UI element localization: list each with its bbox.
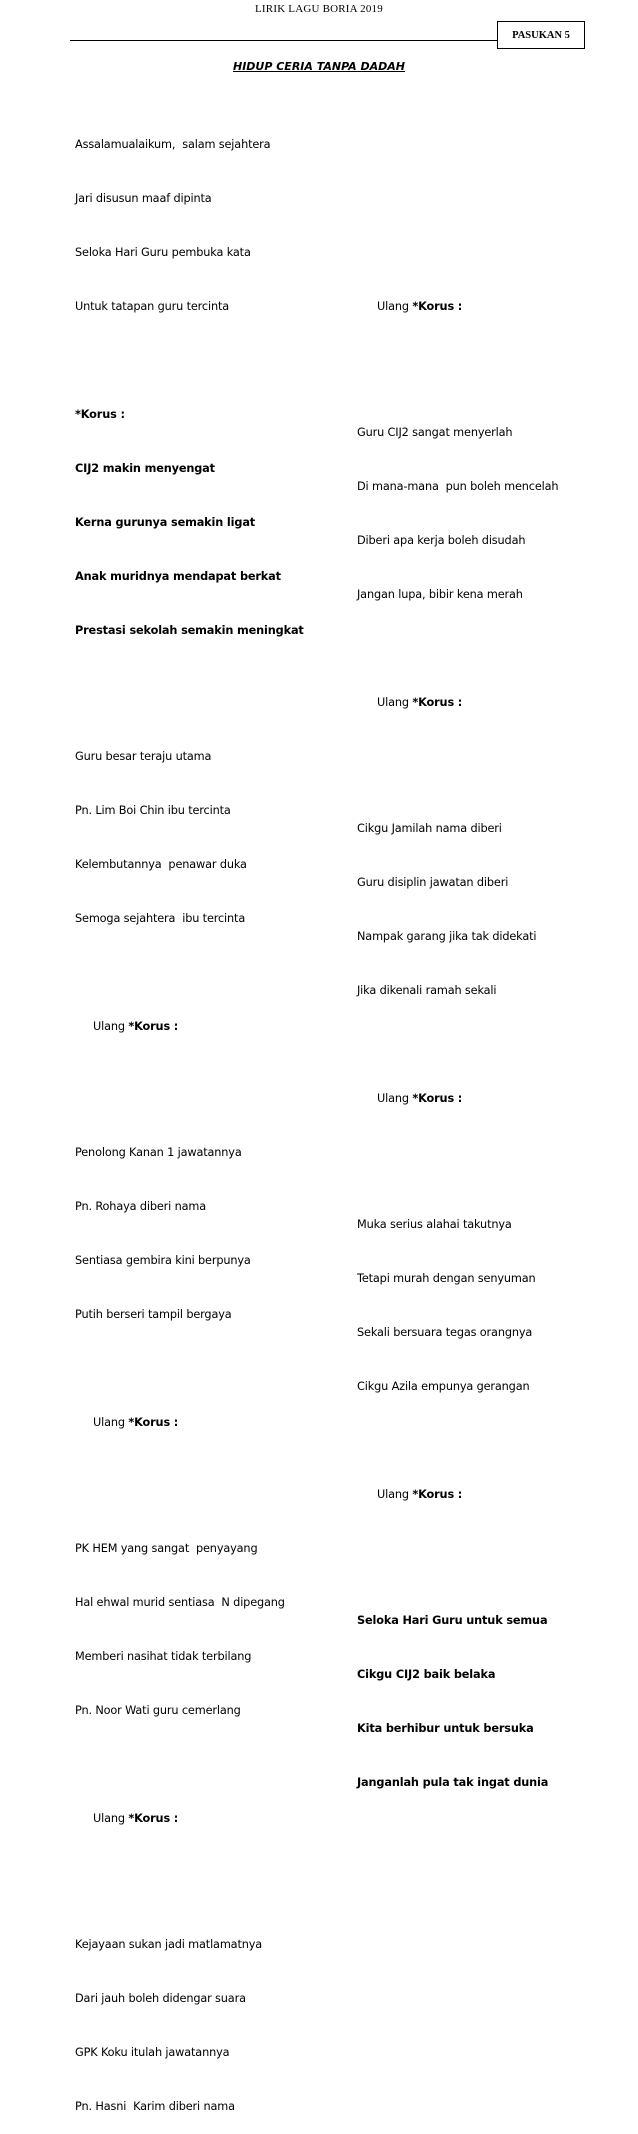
repeat-chorus-label: *Korus :	[128, 1020, 179, 1033]
verse-line: Hal ehwal murid sentiasa N dipegang	[75, 1596, 285, 1609]
chorus-line: Prestasi sekolah semakin meningkat	[75, 624, 304, 637]
spacer	[357, 1432, 558, 1450]
document-header: LIRIK LAGU BORIA 2019	[255, 3, 383, 15]
spacer	[75, 1072, 304, 1090]
verse-line: Pn. Hasni Karim diberi nama	[75, 2100, 235, 2113]
spacer	[357, 352, 558, 370]
repeat-chorus-label: *Korus :	[128, 1416, 179, 1429]
repeat-prefix: Ulang	[93, 1020, 129, 1033]
repeat-chorus	[357, 298, 558, 316]
verse-line: Di mana-mana pun boleh mencelah	[357, 480, 559, 493]
spacer	[75, 964, 304, 982]
chorus-line: CIJ2 makin menyengat	[75, 462, 215, 475]
repeat-prefix: Ulang	[377, 300, 413, 313]
verse-line: Kita berhibur untuk bersuka	[357, 1722, 534, 1735]
verse-line: Cikgu Jamilah nama diberi	[357, 822, 502, 835]
verse-line: Kelembutannya penawar duka	[75, 858, 247, 871]
chorus-line: Kerna gurunya semakin ligat	[75, 516, 256, 529]
verse-line: Tetapi murah dengan senyuman	[357, 1272, 536, 1285]
repeat-chorus-label: *Korus :	[412, 1092, 463, 1105]
repeat-prefix: Ulang	[377, 696, 413, 709]
verse-line: PK HEM yang sangat penyayang	[75, 1542, 258, 1555]
verse-line: Cikgu Azila empunya gerangan	[357, 1380, 530, 1393]
repeat-chorus	[75, 1810, 304, 1828]
repeat-chorus	[357, 1486, 558, 1504]
verse-line: Guru CIJ2 sangat menyerlah	[357, 426, 513, 439]
repeat-prefix: Ulang	[93, 1812, 129, 1825]
verse-line: Cikgu CIJ2 baik belaka	[357, 1668, 496, 1681]
spacer	[357, 1144, 558, 1162]
squad-label: PASUKAN 5	[512, 29, 570, 41]
verse-line: Semoga sejahtera ibu tercinta	[75, 912, 246, 925]
repeat-prefix: Ulang	[377, 1092, 413, 1105]
verse-line: Pn. Rohaya diberi nama	[75, 1200, 207, 1213]
repeat-chorus-label: *Korus :	[412, 696, 463, 709]
repeat-prefix: Ulang	[377, 1488, 413, 1501]
verse-line: Putih berseri tampil bergaya	[75, 1308, 232, 1321]
verse-line: Sekali bersuara tegas orangnya	[357, 1326, 533, 1339]
right-column	[357, 262, 558, 1810]
spacer	[75, 1360, 304, 1378]
repeat-chorus-label: *Korus :	[412, 300, 463, 313]
spacer	[357, 1540, 558, 1558]
spacer	[357, 1036, 558, 1054]
song-title: HIDUP CERIA TANPA DADAH	[232, 60, 405, 73]
repeat-chorus	[75, 1414, 304, 1432]
verse-line: Guru besar teraju utama	[75, 750, 212, 763]
verse-line: Pn. Lim Boi Chin ibu tercinta	[75, 804, 231, 817]
chorus-line: Anak muridnya mendapat berkat	[75, 570, 281, 583]
verse-line: Jangan lupa, bibir kena merah	[357, 588, 523, 601]
repeat-chorus	[357, 694, 558, 712]
verse-line: Guru disiplin jawatan diberi	[357, 876, 509, 889]
repeat-chorus-label: *Korus :	[128, 1812, 179, 1825]
repeat-chorus	[75, 1018, 304, 1036]
spacer	[75, 352, 304, 370]
verse-line: Jika dikenali ramah sekali	[357, 984, 497, 997]
verse-line: Sentiasa gembira kini berpunya	[75, 1254, 251, 1267]
verse-line: Seloka Hari Guru untuk semua	[357, 1614, 548, 1627]
spacer	[75, 1756, 304, 1774]
verse-line: Janganlah pula tak ingat dunia	[357, 1776, 549, 1789]
spacer	[75, 1864, 304, 1882]
repeat-prefix: Ulang	[93, 1416, 129, 1429]
chorus-heading: *Korus :	[75, 408, 125, 421]
intro-line: Assalamualaikum, salam sejahtera	[75, 138, 271, 151]
verse-line: Muka serius alahai takutnya	[357, 1218, 512, 1231]
verse-line: Diberi apa kerja boleh disudah	[357, 534, 526, 547]
squad-label-box	[497, 21, 585, 49]
spacer	[357, 748, 558, 766]
verse-line: Kejayaan sukan jadi matlamatnya	[75, 1938, 263, 1951]
verse-line: GPK Koku itulah jawatannya	[75, 2046, 230, 2059]
left-column	[75, 100, 304, 2134]
intro-line: Seloka Hari Guru pembuka kata	[75, 246, 251, 259]
header-divider	[70, 40, 570, 41]
verse-line: Dari jauh boleh didengar suara	[75, 1992, 246, 2005]
verse-line: Nampak garang jika tak didekati	[357, 930, 537, 943]
spacer	[357, 640, 558, 658]
repeat-chorus	[357, 1090, 558, 1108]
verse-line: Memberi nasihat tidak terbilang	[75, 1650, 252, 1663]
verse-line: Pn. Noor Wati guru cemerlang	[75, 1704, 241, 1717]
repeat-chorus-label: *Korus :	[412, 1488, 463, 1501]
spacer	[75, 676, 304, 694]
intro-line: Untuk tatapan guru tercinta	[75, 300, 230, 313]
intro-line: Jari disusun maaf dipinta	[75, 192, 212, 205]
verse-line: Penolong Kanan 1 jawatannya	[75, 1146, 242, 1159]
spacer	[75, 1468, 304, 1486]
